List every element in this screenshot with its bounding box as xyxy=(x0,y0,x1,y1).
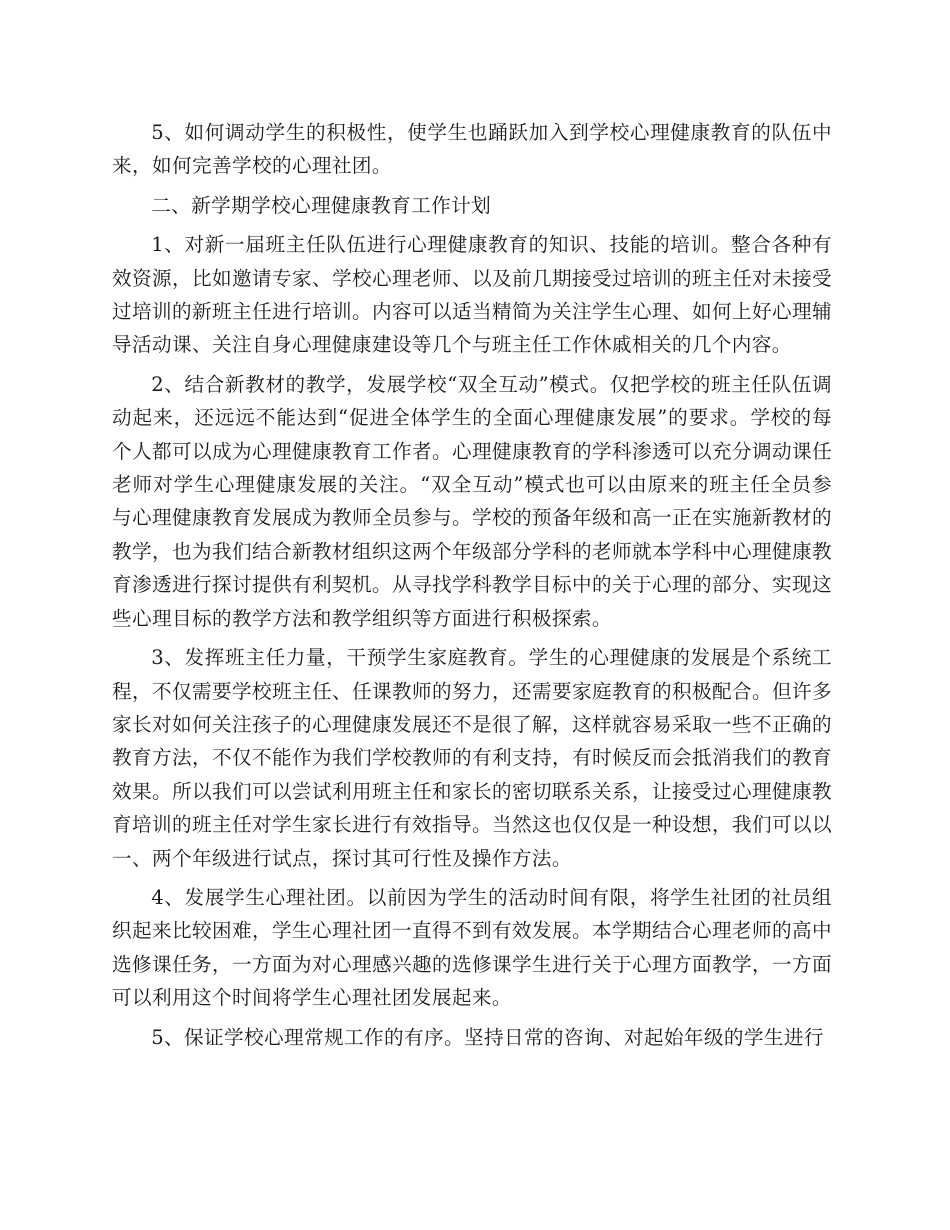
section-heading-plan: 二、新学期学校心理健康教育工作计划 xyxy=(151,193,492,217)
paragraph-item-5-question: 5、如何调动学生的积极性，使学生也踊跃加入到学校心理健康教育的队伍中来，如何完善学校的心理社团。 xyxy=(112,121,832,178)
paragraph-plan-4: 4、发展学生心理社团。以前因为学生的活动时间有限，将学生社团的社员组织起来比较困难，学生心理社团一直得不到有效发展。本学期结合心理老师的高中选修课任务，一方面为对心理感兴趣的选修课学生进行关于心理方面教学，一方面可以利用这个时间将学生心理社团发展起来。 xyxy=(112,885,832,1010)
paragraph-plan-3: 3、发挥班主任力量，干预学生家庭教育。学生的心理健康的发展是个系统工程，不仅需要学校班主任、任课教师的努力，还需要家庭教育的积极配合。但许多家长对如何关注孩子的心理健康发展还不是很了解，这样就容易采取一些不正确的教育方法，不仅不能作为我们学校教师的有利支持，有时候反而会抵消我们的教育效果。所以我们可以尝试利用班主任和家长的密切联系关系，让接受过心理健康教育培训的班主任对学生家长进行有效指导。当然这也仅仅是一种设想，我们可以以一、两个年级进行试点，探讨其可行性及操作方法。 xyxy=(112,646,832,870)
paragraph-plan-1: 1、对新一届班主任队伍进行心理健康教育的知识、技能的培训。整合各种有效资源，比如邀请专家、学校心理老师、以及前几期接受过培训的班主任对未接受过培训的新班主任进行培训。内容可以适当精简为关注学生心理、如何上好心理辅导活动课、关注自身心理健康建设等几个与班主任工作休戚相关的几个内容。 xyxy=(112,233,832,357)
paragraph-plan-2: 2、结合新教材的教学，发展学校“双全互动”模式。仅把学校的班主任队伍调动起来，还远远不能达到“促进全体学生的全面心理健康发展”的要求。学校的每个人都可以成为心理健康教育工作者。心理健康教育的学科渗透可以充分调动课任老师对学生心理健康发展的关注。“双全互动”模式也可以由原来的班主任全员参与心理健康教育发展成为教师全员参与。学校的预备年级和高一正在实施新教材的教学，也为我们结合新教材组织这两个年级部分学科的老师就本学科中心理健康教育渗透进行探讨提供有利契机。从寻找学科教学目标中的关于心理的部分、实现这些心理目标的教学方法和教学组织等方面进行积极探索。 xyxy=(112,372,832,630)
document-body xyxy=(112,116,832,1060)
paragraph-plan-5: 5、保证学校心理常规工作的有序。坚持日常的咨询、对起始年级的学生进行 xyxy=(151,1025,824,1049)
